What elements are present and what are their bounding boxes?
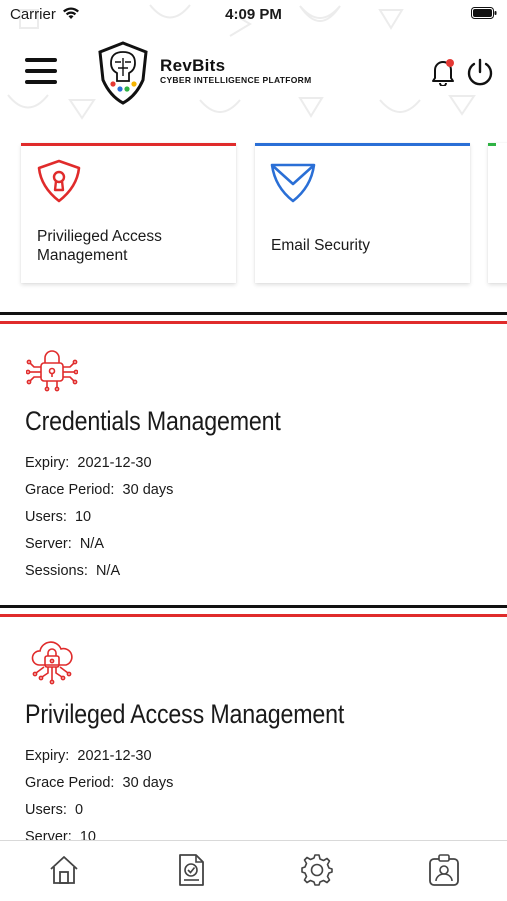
product-card-label: Privilieged Access Management (37, 228, 162, 264)
license-row-grace-period (25, 775, 173, 791)
license-row-users (25, 509, 91, 525)
row-value: 10 (74, 509, 92, 525)
row-label: Grace Period: (25, 482, 115, 498)
brand-name: RevBits (160, 56, 226, 75)
row-label: Expiry: (25, 748, 70, 764)
product-carousel[interactable] (0, 143, 507, 288)
row-value: N/A (79, 536, 104, 552)
cloud-lock-icon (26, 639, 78, 685)
product-card-pam[interactable] (21, 143, 236, 283)
row-label: Server: (25, 829, 72, 840)
license-row-sessions (25, 563, 120, 579)
license-row-users (25, 802, 83, 818)
license-row-server (25, 536, 104, 552)
row-value: N/A (95, 563, 121, 579)
row-value: 10 (79, 829, 96, 840)
row-label: Expiry: (25, 455, 70, 471)
license-row-grace-period (25, 482, 173, 498)
section-divider (0, 312, 507, 324)
document-icon[interactable] (174, 853, 208, 887)
card-accent-bar (21, 143, 236, 146)
section-divider (0, 605, 507, 617)
carrier-label: Carrier (10, 6, 56, 23)
power-logout-icon[interactable] (466, 58, 494, 86)
brand-tagline: CYBER INTELLIGENCE PLATFORM (160, 75, 312, 85)
revbits-logo-icon (96, 40, 150, 106)
license-row-expiry (25, 455, 152, 471)
hamburger-menu-button[interactable] (25, 58, 57, 84)
row-value: 30 days (122, 775, 174, 791)
license-title: Credentials Management (25, 406, 281, 436)
row-value: 2021-12-30 (77, 455, 152, 471)
license-section-pam (0, 617, 507, 840)
user-badge-icon[interactable] (427, 853, 461, 887)
circuit-lock-icon (26, 346, 78, 392)
bottom-tab-bar (0, 840, 507, 901)
license-row-expiry (25, 748, 152, 764)
keyhole-shield-icon (35, 157, 83, 205)
clock-time: 4:09 PM (225, 6, 282, 23)
card-accent-bar (488, 143, 496, 146)
row-label: Users: (25, 509, 67, 525)
row-value: 30 days (122, 482, 174, 498)
product-card-partial[interactable] (488, 143, 507, 283)
envelope-shield-icon (269, 157, 317, 205)
app-header (0, 36, 507, 112)
card-accent-bar (255, 143, 470, 146)
notification-bell-icon[interactable] (430, 58, 456, 86)
license-title: Privileged Access Management (25, 699, 345, 729)
home-icon[interactable] (47, 853, 81, 887)
license-section-credentials (0, 324, 507, 604)
row-label: Grace Period: (25, 775, 115, 791)
product-card-label: Email Security (271, 237, 371, 254)
row-label: Users: (25, 802, 67, 818)
battery-icon (471, 7, 497, 19)
license-row-server (25, 829, 96, 840)
row-value: 2021-12-30 (77, 748, 152, 764)
status-bar (0, 0, 507, 30)
product-card-email-security[interactable] (255, 143, 470, 283)
row-value: 0 (74, 802, 84, 818)
row-label: Server: (25, 536, 72, 552)
settings-icon[interactable] (300, 853, 334, 887)
row-label: Sessions: (25, 563, 88, 579)
